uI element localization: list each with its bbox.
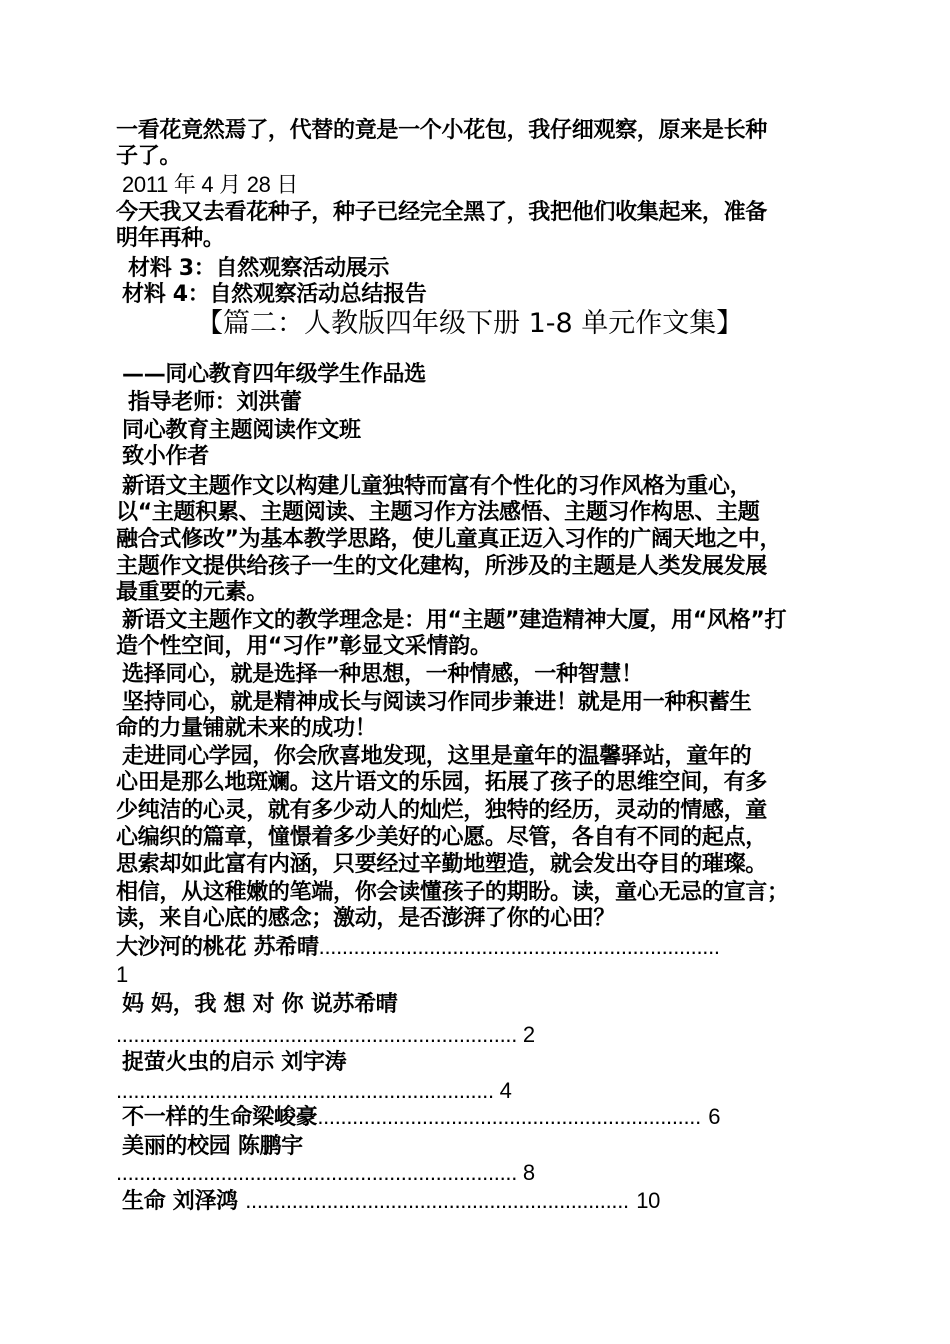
diary-line: 明年再种。 xyxy=(116,226,225,251)
paragraph-line: 心编织的篇章，憧憬着多少美好的心愿。尽管，各自有不同的起点， xyxy=(116,825,768,850)
toc-page-number: 2 xyxy=(522,1022,535,1047)
toc-leader: ................................................................. xyxy=(116,1078,494,1103)
section-heading: 【篇二：人教版四年级下册 1-8 单元作文集】 xyxy=(196,308,744,339)
toc-entry xyxy=(116,1022,535,1048)
toc-title: 不一样的生命梁峻豪 xyxy=(122,1105,318,1130)
toc-entry xyxy=(122,1104,720,1131)
toc-entry xyxy=(116,934,720,961)
paragraph-line: 新语文主题作文以构建儿童独特而富有个性化的习作风格为重心， xyxy=(122,474,752,499)
toc-title: 美丽的校园 陈鹏宇 xyxy=(122,1134,303,1159)
diary-line: 子了。 xyxy=(116,144,182,169)
intro-teacher: 指导老师：刘洪蕾 xyxy=(128,390,302,415)
diary-line: 今天我又去看花种子，种子已经完全黑了，我把他们收集起来，准备 xyxy=(116,200,768,225)
material-4: 材料 4：自然观察活动总结报告 xyxy=(122,282,427,307)
toc-page-number: 6 xyxy=(708,1104,721,1129)
paragraph-line: 思索却如此富有内涵，只要经过辛勤地塑造，就会发出夺目的璀璨。 xyxy=(116,852,768,877)
paragraph-line: 融合式修改”为基本教学思路，使儿童真正迈入习作的广阔天地之中， xyxy=(116,527,782,552)
toc-leader: ..................................................................... xyxy=(116,1160,518,1185)
toc-page-number: 1 xyxy=(116,962,128,987)
paragraph-line: 坚持同心，就是精神成长与阅读习作同步兼进！就是用一种积蓄生 xyxy=(122,690,752,715)
toc-title: 捉萤火虫的启示 刘宇涛 xyxy=(122,1050,347,1075)
paragraph-line: 心田是那么地斑斓。这片语文的乐园，拓展了孩子的思维空间，有多 xyxy=(116,770,768,795)
toc-title: 妈 妈，我 想 对 你 说苏希晴 xyxy=(122,992,398,1017)
toc-page-number: 8 xyxy=(522,1160,535,1185)
toc-entry xyxy=(122,1188,660,1215)
paragraph-line: 以“主题积累、主题阅读、主题习作方法感悟、主题习作构思、主题 xyxy=(116,500,760,525)
intro-greeting: 致小作者 xyxy=(122,444,209,469)
diary-date: 2011 年 4 月 28 日 xyxy=(122,172,299,197)
paragraph-line: 主题作文提供给孩子一生的文化建构，所涉及的主题是人类发展发展 xyxy=(116,554,768,579)
paragraph-line: 新语文主题作文的教学理念是：用“主题”建造精神大厦，用“风格”打 xyxy=(122,608,787,633)
toc-entry xyxy=(116,1160,535,1186)
paragraph-line: 造个性空间，用“习作”彰显文采情韵。 xyxy=(116,634,492,659)
paragraph-line: 选择同心，就是选择一种思想，一种情感，一种智慧！ xyxy=(122,662,643,687)
toc-entry xyxy=(116,1078,512,1104)
toc-page-number: 10 xyxy=(636,1188,661,1213)
toc-leader: .................................................................. xyxy=(245,1188,629,1213)
paragraph-line: 最重要的元素。 xyxy=(116,580,268,605)
toc-title: 大沙河的桃花 苏希晴 xyxy=(116,935,319,960)
toc-leader: ..................................................................... xyxy=(116,1022,518,1047)
diary-line: 一看花竟然焉了，代替的竟是一个小花包，我仔细观察，原来是长种 xyxy=(116,118,768,143)
paragraph-line: 少纯洁的心灵，就有多少动人的灿烂，独特的经历，灵动的情感，童 xyxy=(116,798,768,823)
paragraph-line: 相信，从这稚嫩的笔端，你会读懂孩子的期盼。读，童心无忌的宣言； xyxy=(116,880,789,905)
toc-leader: ..................................................................... xyxy=(318,934,720,959)
material-3: 材料 3：自然观察活动展示 xyxy=(128,256,390,281)
paragraph-line: 读，来自心底的感念；激动，是否澎湃了你的心田？ xyxy=(116,906,616,931)
paragraph-line: 命的力量铺就未来的成功！ xyxy=(116,716,377,741)
intro-class: 同心教育主题阅读作文班 xyxy=(122,418,361,443)
toc-leader: .................................................................. xyxy=(317,1104,701,1129)
paragraph-line: 走进同心学园，你会欣喜地发现，这里是童年的温馨驿站，童年的 xyxy=(122,744,752,769)
toc-title: 生命 刘泽鸿 xyxy=(122,1189,246,1214)
toc-page-number: 4 xyxy=(499,1078,512,1103)
intro-subtitle: ——同心教育四年级学生作品选 xyxy=(122,362,426,387)
